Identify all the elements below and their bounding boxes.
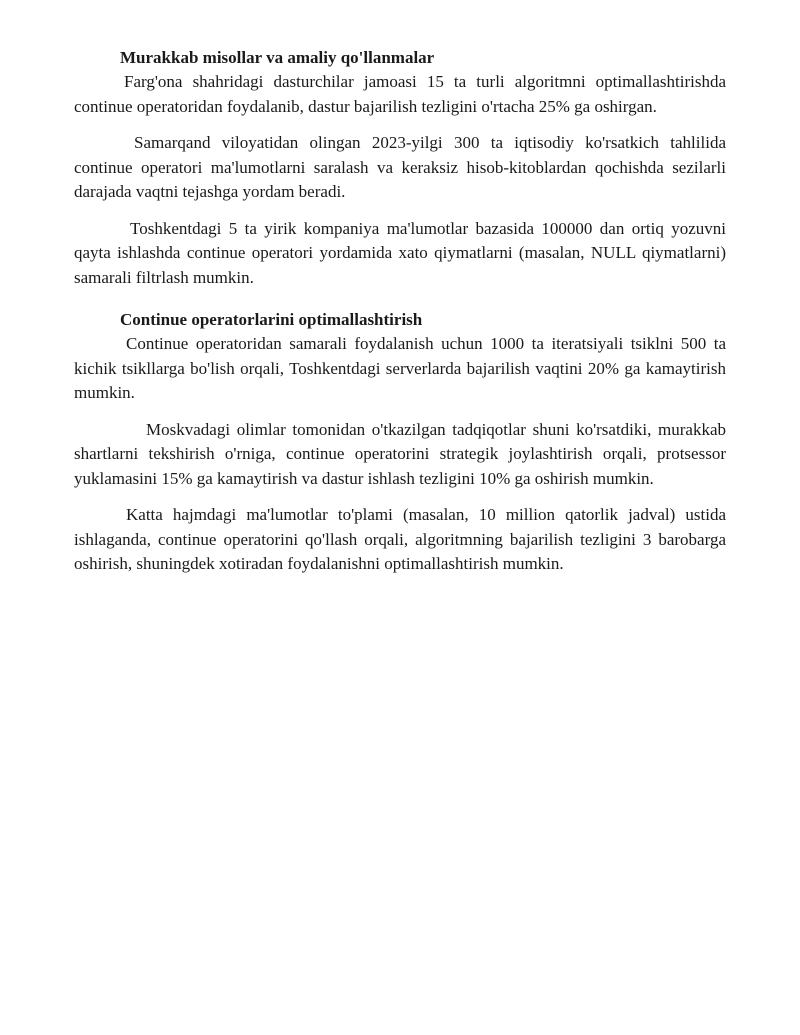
- paragraph-large-dataset: Katta hajmdagi ma'lumotlar to'plami (masalan, 10 million qatorlik jadval) ustida ishlaganda, continue operatorini qo'llash orqali, algoritmning bajarilish tezligini 3 barobarga oshirish, shuningdek xotiradan foydalanishni optimallashtirish mumkin.: [74, 505, 726, 573]
- paragraph-tashkent-companies: Toshkentdagi 5 ta yirik kompaniya ma'lumotlar bazasida 100000 dan ortiq yozuvni qayta ishlashda continue operatori yordamida xato qiymatlarni (masalan, NULL qiymatlarni) samarali filtrlash mumkin.: [74, 218, 726, 287]
- paragraph-samarkand: Samarqand viloyatidan olingan 2023-yilgi 300 ta iqtisodiy ko'rsatkich tahlilida continue operatori ma'lumotlarni saralash va keraksiz hisob-kitoblardan qochishda sezilarli darajada vaqtni tejashga yordam beradi.: [74, 133, 726, 201]
- section-heading-optimization: Continue operatorlarini optimallashtirish: [120, 310, 423, 329]
- document-body: [74, 46, 726, 577]
- paragraph-moscow-research: Moskvadagi olimlar tomonidan o'tkazilgan tadqiqotlar shuni ko'rsatdiki, murakkab shartlarni tekshirish o'rniga, continue operatorini strategik joylashtirish orqali, protsessor yuklamasini 15% ga kamaytirish va dastur ishlash tezligini 10% ga oshirish mumkin.: [74, 419, 726, 488]
- section-heading-complex-examples: Murakkab misollar va amaliy qo'llanmalar: [120, 48, 435, 67]
- paragraph-iteration-split: Continue operatoridan samarali foydalanish uchun 1000 ta iteratsiyali tsiklni 500 ta kichik tsikllarga bo'lish orqali, Toshkentdagi serverlarda bajarilish vaqtini 20% ga kamaytirish mumkin.: [74, 334, 726, 402]
- paragraph-fergana: Farg'ona shahridagi dasturchilar jamoasi 15 ta turli algoritmni optimallashtirishda continue operatoridan foydalanib, dastur bajarilish tezligini o'rtacha 25% ga oshirgan.: [74, 72, 726, 116]
